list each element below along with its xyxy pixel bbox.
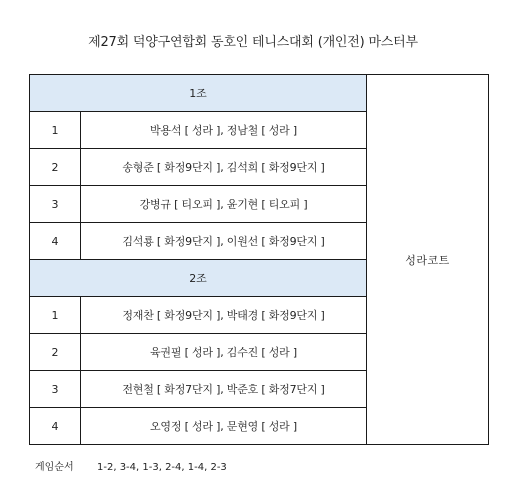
game-order-label: 게임순서 [35, 462, 74, 473]
match-players: 김석룡 [ 화정9단지 ], 이원선 [ 화정9단지 ] [81, 223, 367, 260]
match-number: 4 [30, 223, 81, 260]
group-header: 1조 [30, 75, 367, 112]
game-order-value: 1-2, 3-4, 1-3, 2-4, 1-4, 2-3 [97, 462, 227, 473]
master-table [29, 74, 489, 445]
match-number: 4 [30, 408, 81, 445]
game-order [35, 458, 227, 473]
match-players: 오영정 [ 성라 ], 문현영 [ 성라 ] [81, 408, 367, 445]
group-header: 2조 [30, 260, 367, 297]
match-number: 2 [30, 149, 81, 186]
match-players: 전현철 [ 화정7단지 ], 박준호 [ 화정7단지 ] [81, 371, 367, 408]
match-players: 강병규 [ 티오피 ], 윤기현 [ 티오피 ] [81, 186, 367, 223]
court-cell: 성라코트 [367, 75, 489, 445]
match-number: 3 [30, 186, 81, 223]
match-players: 육권필 [ 성라 ], 김수진 [ 성라 ] [81, 334, 367, 371]
match-number: 1 [30, 112, 81, 149]
match-players: 정재찬 [ 화정9단지 ], 박태경 [ 화정9단지 ] [81, 297, 367, 334]
group-header-row [30, 75, 489, 112]
match-number: 2 [30, 334, 81, 371]
match-number: 3 [30, 371, 81, 408]
match-players: 송형준 [ 화정9단지 ], 김석희 [ 화정9단지 ] [81, 149, 367, 186]
page-title: 제27회 덕양구연합회 동호인 테니스대회 (개인전) 마스터부 [88, 35, 418, 50]
match-number: 1 [30, 297, 81, 334]
match-players: 박용석 [ 성라 ], 정남철 [ 성라 ] [81, 112, 367, 149]
